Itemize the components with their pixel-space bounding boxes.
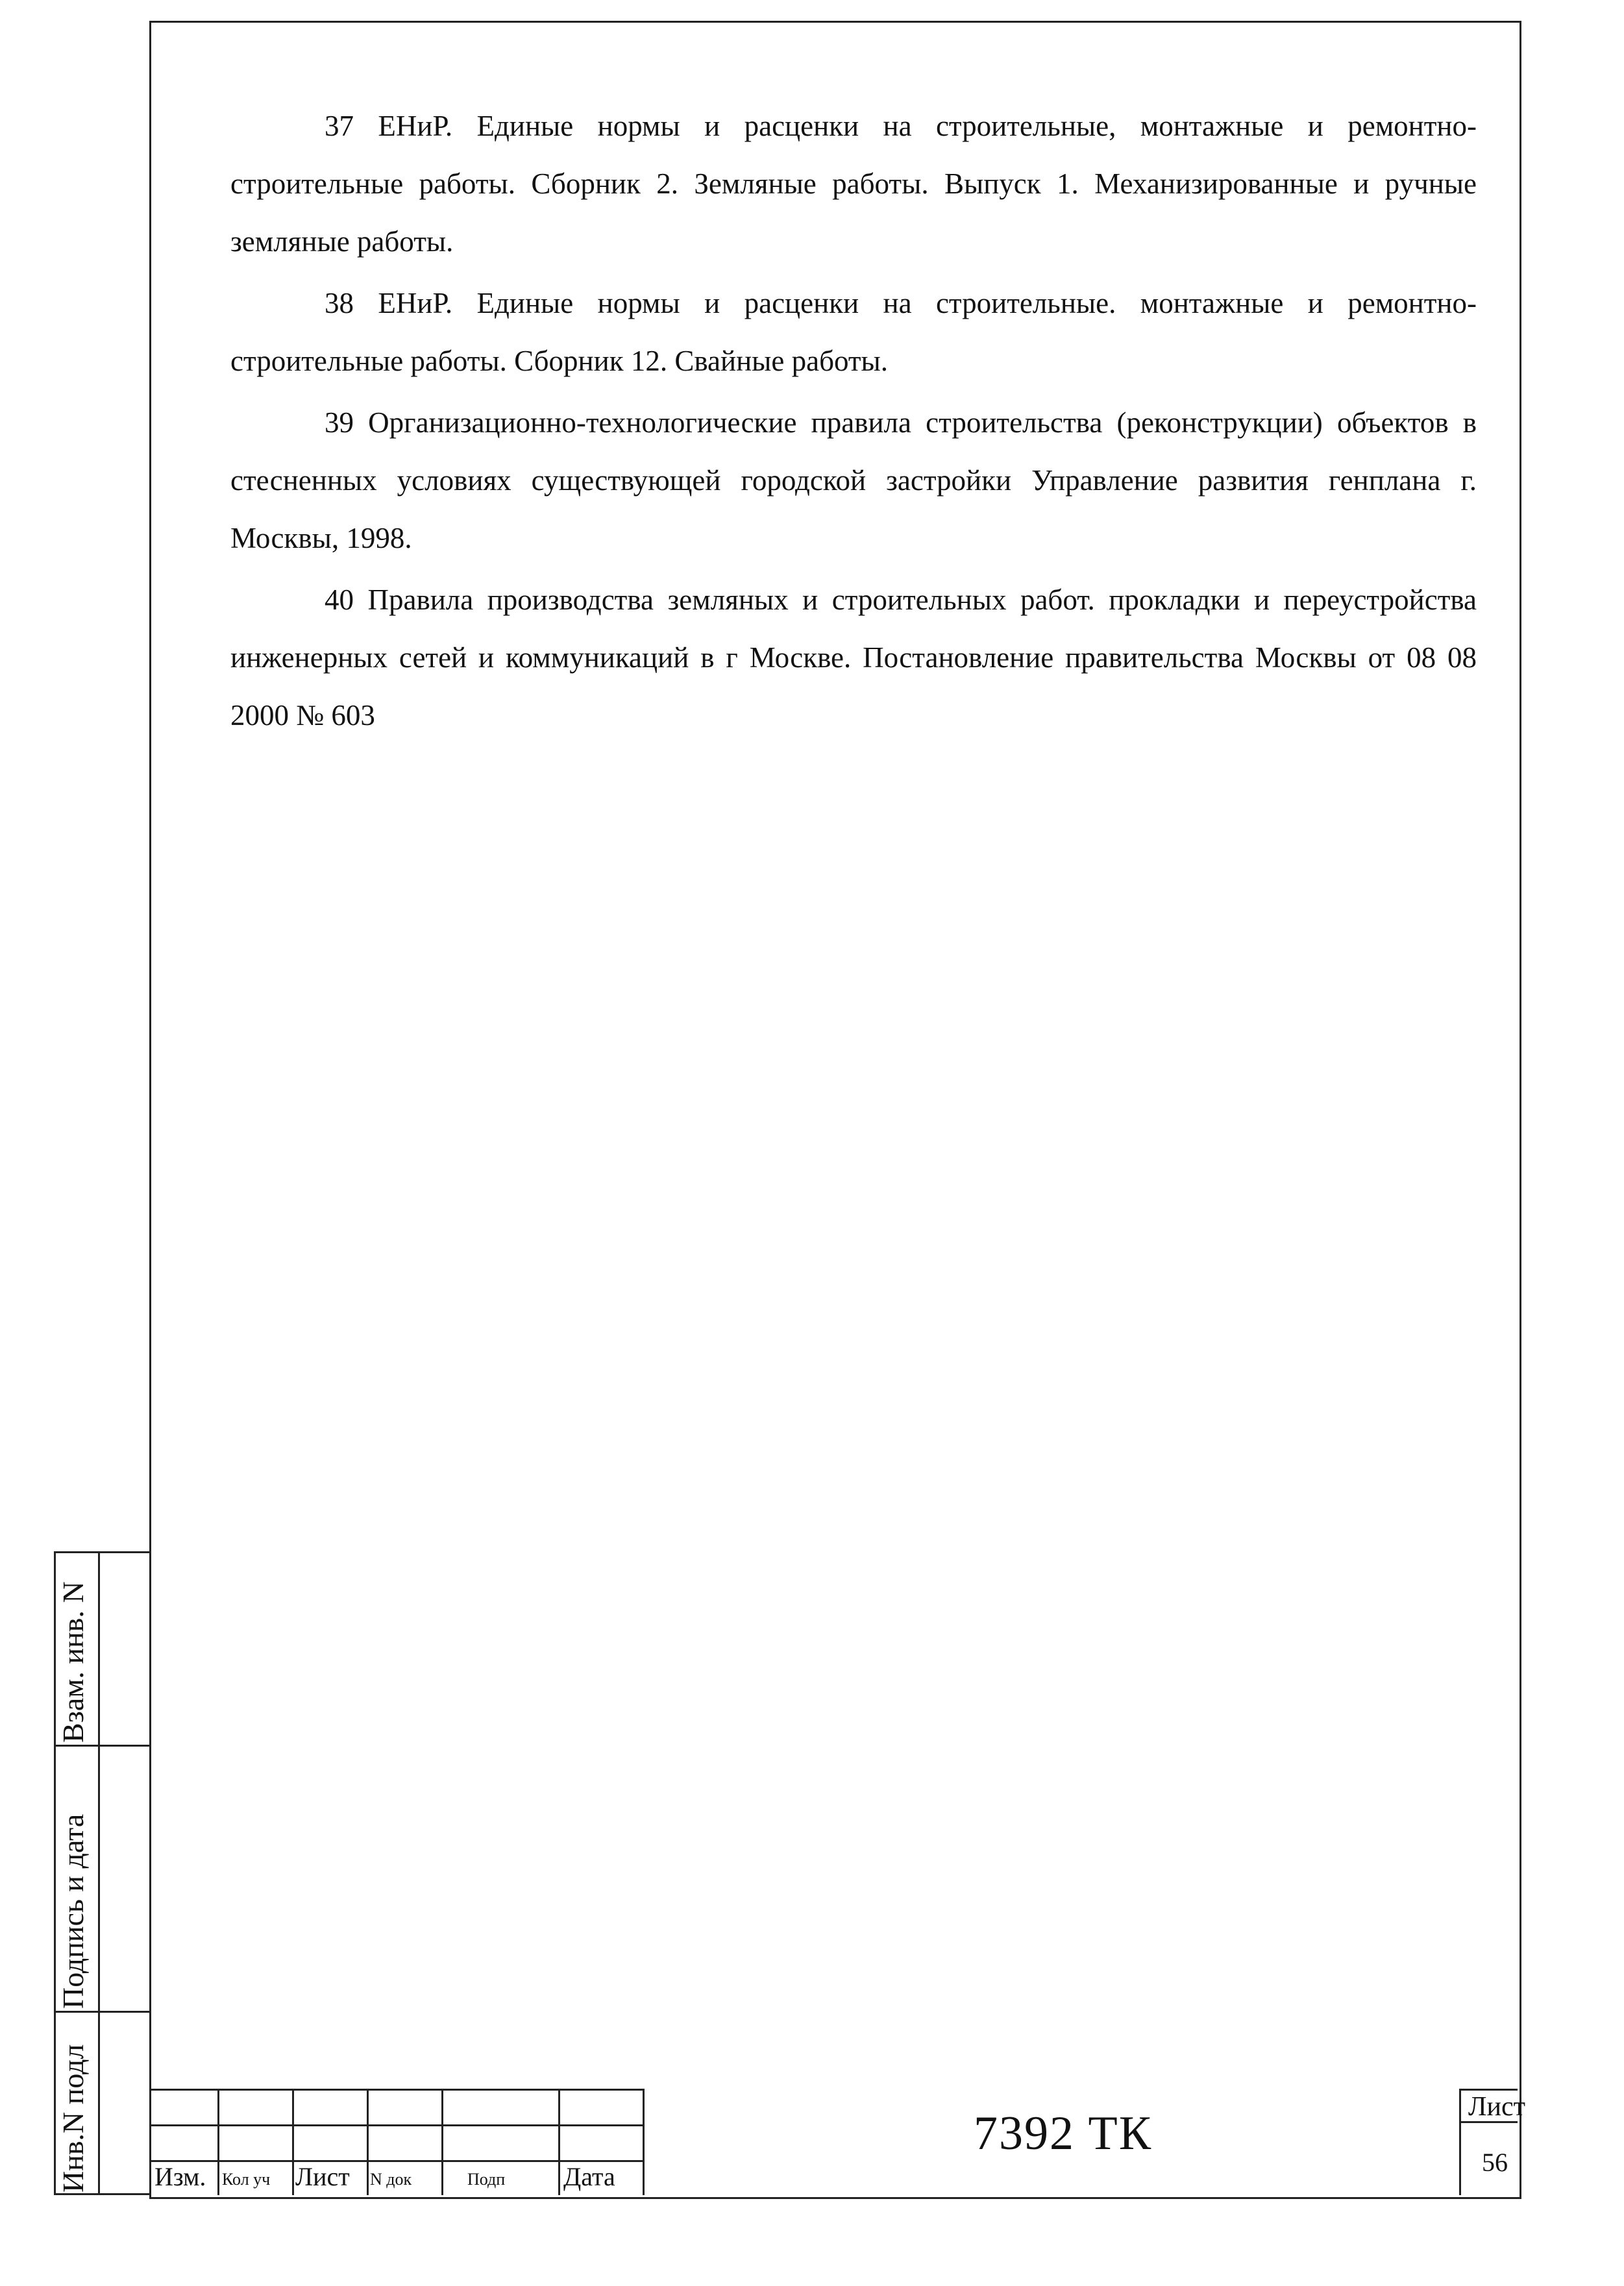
sheet-number: 56: [1482, 2148, 1508, 2177]
reference-38: 38 ЕНиР. Единые нормы и расценки на строительные. монтажные и ремонтно-строительные работы. Сборник 12. Свайные работы.: [230, 287, 1477, 377]
kol-uch-label: Кол уч: [222, 2170, 271, 2189]
strip-divider: [56, 1745, 151, 1747]
inv-podl-label: Инв.N подл: [56, 2044, 90, 2193]
n-dok-label: N док: [370, 2170, 412, 2189]
data-label: Дата: [563, 2162, 615, 2191]
podpis-data-label: Подпись и дата: [56, 1813, 90, 2009]
title-block: [149, 2089, 1518, 2195]
strip-divider: [56, 2011, 151, 2013]
strip-divider: [98, 1553, 100, 2193]
sheet-label: Лист: [1468, 2092, 1525, 2122]
document-code: 7392 ТК: [974, 2107, 1153, 2160]
izm-label: Изм.: [154, 2162, 206, 2191]
list-label: Лист: [295, 2162, 350, 2191]
vzam-inv-label: Взам. инв. N: [56, 1581, 90, 1743]
bibliography-list: [230, 97, 1477, 748]
reference-37: 37 ЕНиР. Единые нормы и расценки на строительные, монтажные и ремонтно-строительные работы. Сборник 2. Земляные работы. Выпуск 1. Механизированные и ручные земляные работы.: [230, 110, 1477, 258]
reference-39: 39 Организационно-технологические правила строительства (реконструкции) объектов в стесненных условиях существующей городской застройки Управление развития генплана г. Москвы, 1998.: [230, 406, 1477, 554]
podp-label: Подп: [467, 2170, 506, 2189]
reference-40: 40 Правила производства земляных и строительных работ. прокладки и переустройства инженерных сетей и коммуникаций в г Москве. Постановление правительства Москвы от 08 08 2000 № 603: [230, 584, 1477, 731]
